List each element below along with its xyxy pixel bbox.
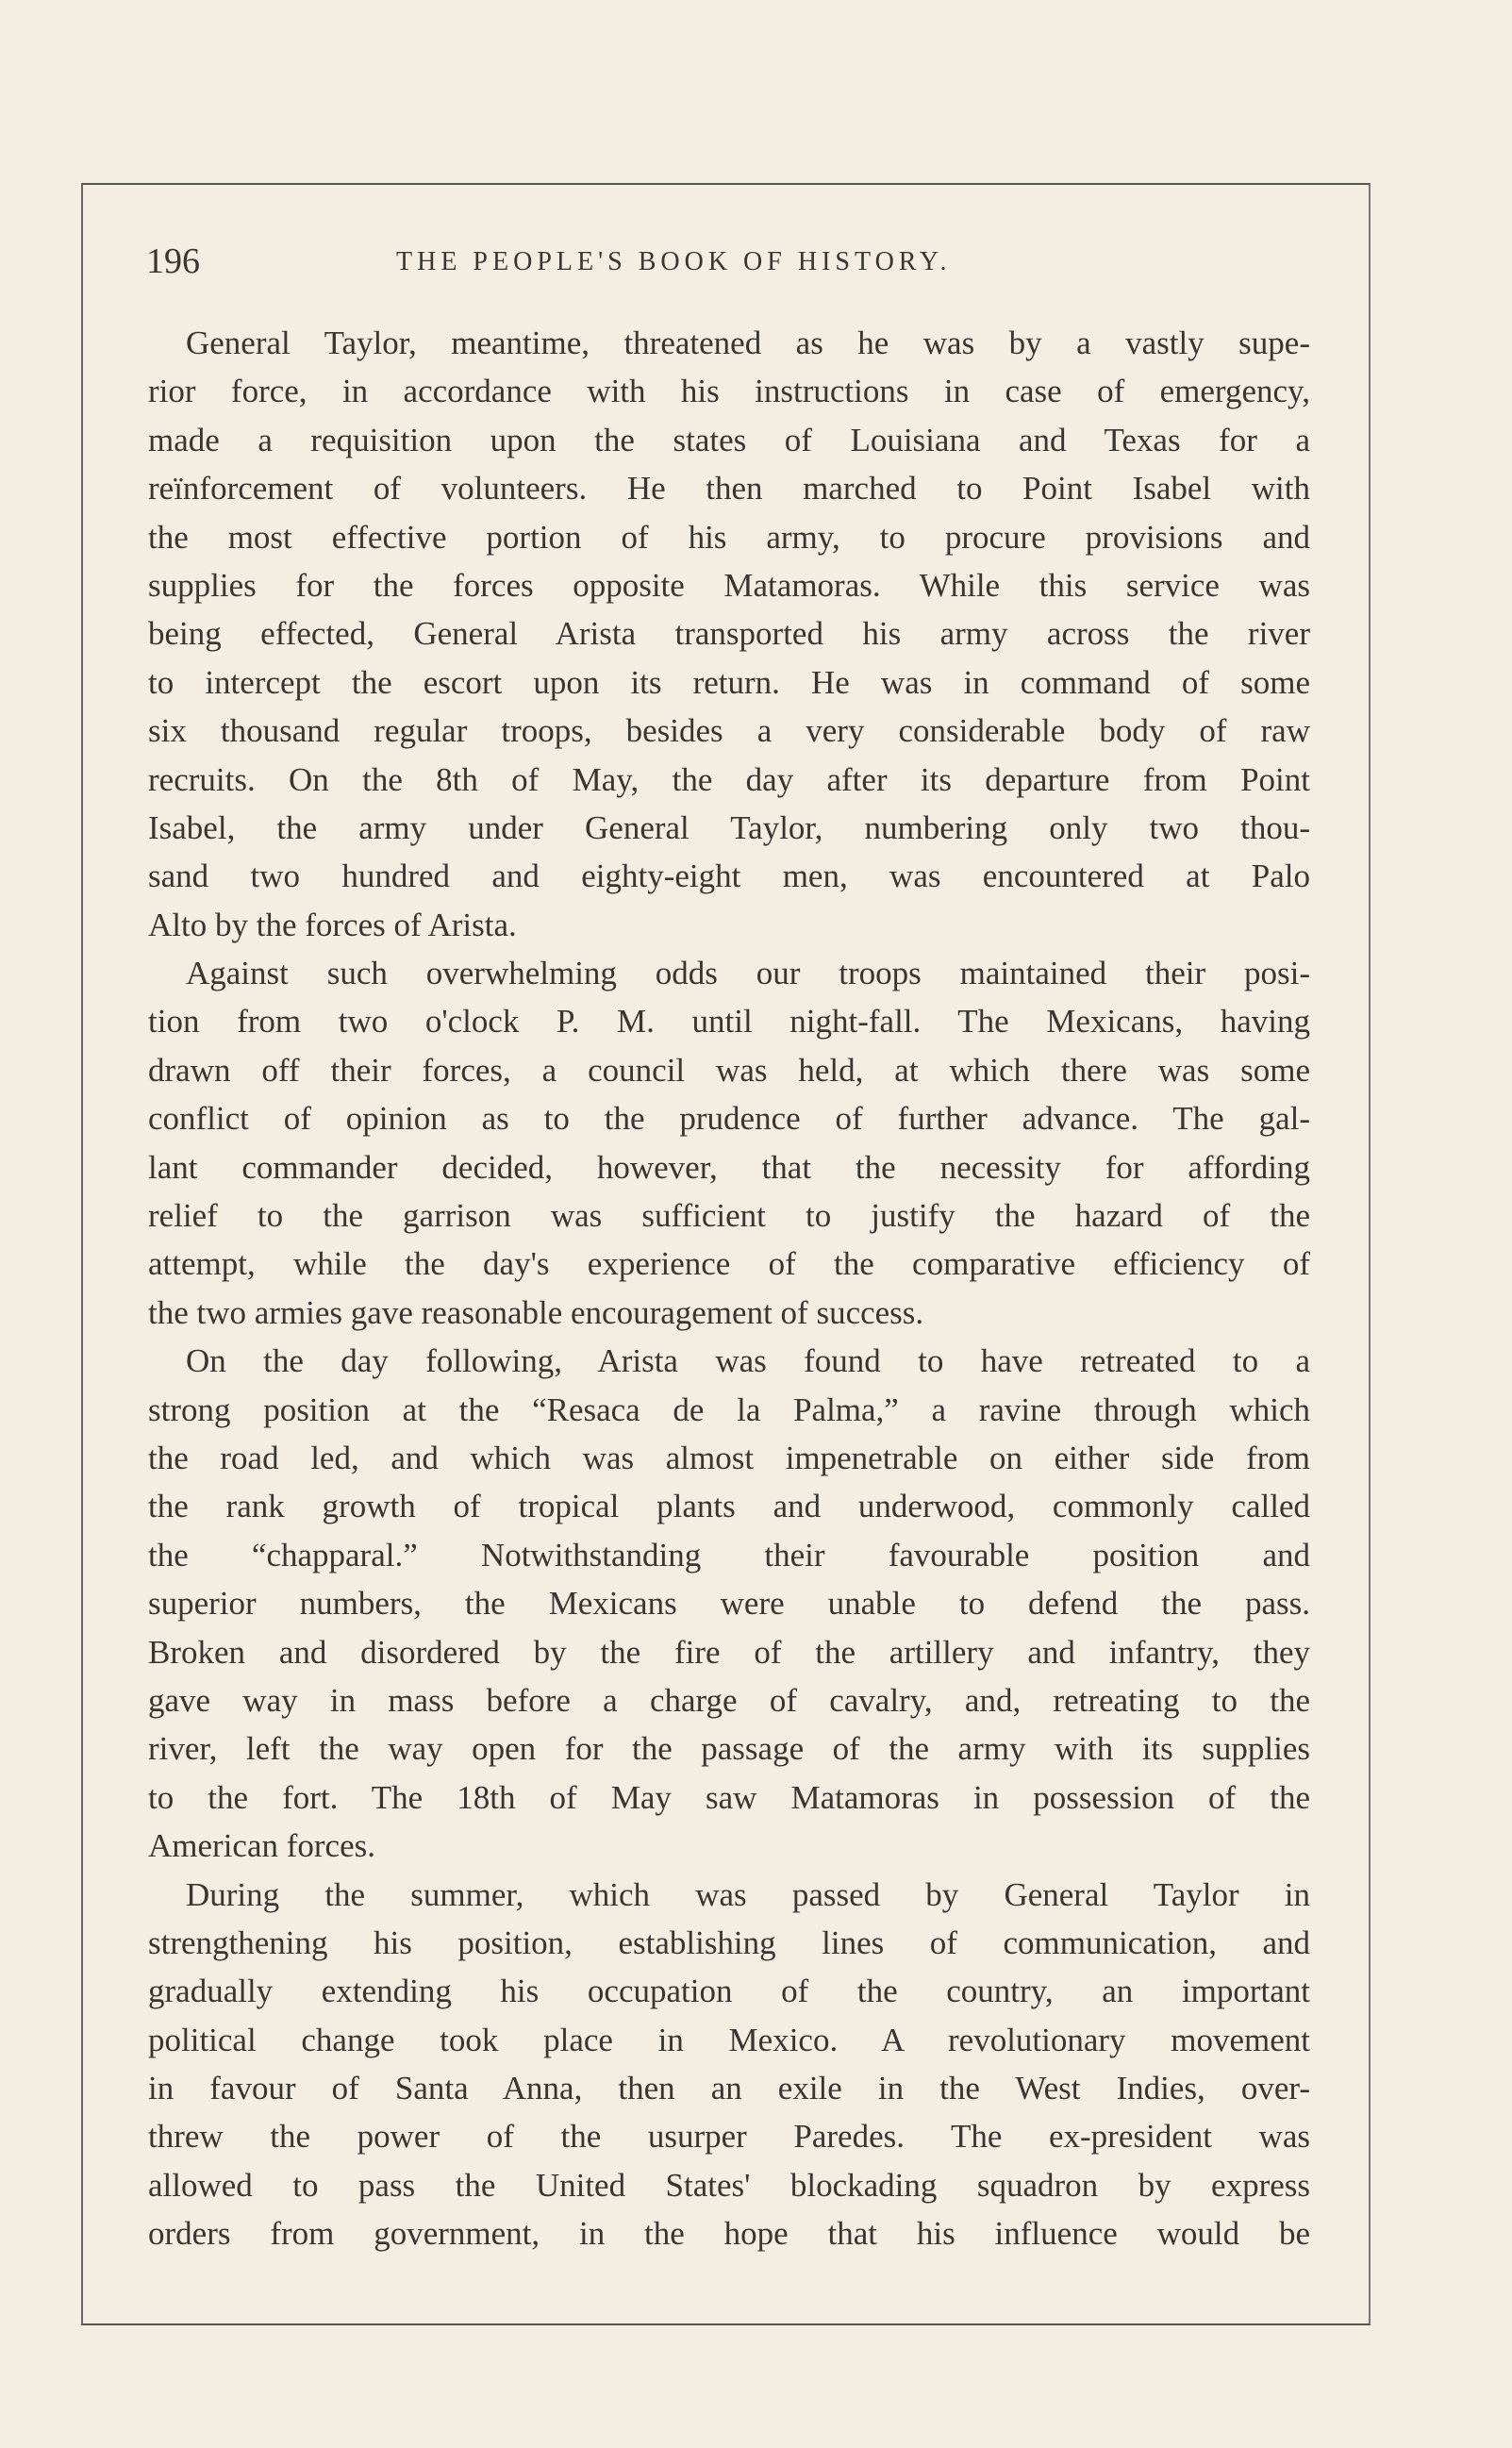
text-line: On the day following, Arista was found to have retreated to a <box>186 1342 1310 1380</box>
text-line: threw the power of the usurper Paredes. The ex-president was <box>148 2118 1310 2156</box>
text-line: conflict of opinion as to the prudence of further advance. The gal- <box>148 1100 1310 1138</box>
text-line: Against such overwhelming odds our troops maintained their posi- <box>186 955 1310 992</box>
text-line: recruits. On the 8th of May, the day after its departure from Point <box>148 760 1310 798</box>
text-line: river, left the way open for the passage of the army with its supplies <box>148 1730 1310 1768</box>
text-line: political change took place in Mexico. A revolutionary movement <box>148 2021 1310 2058</box>
text-line: During the summer, which was passed by General Taylor in <box>186 1875 1310 1913</box>
text-line: supplies for the forces opposite Matamoras. While this service was <box>148 566 1310 604</box>
text-line: drawn off their forces, a council was held, at which there was some <box>148 1051 1310 1089</box>
running-title: THE PEOPLE'S BOOK OF HISTORY. <box>396 247 952 276</box>
text-line: American forces. <box>148 1827 375 1865</box>
text-line: gradually extending his occupation of the country, an important <box>148 1973 1310 2010</box>
text-line: in favour of Santa Anna, then an exile in the West Indies, over- <box>148 2070 1310 2107</box>
text-line: strengthening his position, establishing lines of communication, and <box>148 1923 1310 1961</box>
text-line: tion from two o'clock P. M. until night-fall. The Mexicans, having <box>148 1003 1310 1041</box>
text-line: General Taylor, meantime, threatened as he was by a vastly supe- <box>186 325 1310 361</box>
text-line: the two armies gave reasonable encouragement of success. <box>148 1293 924 1331</box>
text-line: Alto by the forces of Arista. <box>148 906 517 943</box>
text-line: to the fort. The 18th of May saw Matamoras in possession of the <box>148 1778 1310 1816</box>
text-line: rior force, in accordance with his instructions in case of emergency, <box>148 373 1310 410</box>
text-line: to intercept the escort upon its return. He was in command of some <box>148 663 1310 701</box>
text-line: six thousand regular troops, besides a very considerable body of raw <box>148 712 1310 750</box>
text-line: attempt, while the day's experience of the comparative efficiency of <box>148 1245 1310 1283</box>
text-line: lant commander decided, however, that the necessity for affording <box>148 1148 1310 1186</box>
text-line: Isabel, the army under General Taylor, numbering only two thou- <box>148 808 1310 846</box>
text-line: being effected, General Arista transported his army across the river <box>148 615 1310 653</box>
text-line: the rank growth of tropical plants and underwood, commonly called <box>148 1488 1310 1525</box>
text-line: sand two hundred and eighty-eight men, was encountered at Palo <box>148 858 1310 895</box>
page-number: 196 <box>146 241 200 281</box>
text-line: superior numbers, the Mexicans were unable to defend the pass. <box>148 1585 1310 1623</box>
text-line: orders from government, in the hope that his influence would be <box>148 2215 1310 2253</box>
text-line: allowed to pass the United States' blockading squadron by express <box>148 2166 1310 2204</box>
text-line: gave way in mass before a charge of cavalry, and, retreating to the <box>148 1681 1310 1719</box>
text-line: Broken and disordered by the fire of the artillery and infantry, they <box>148 1633 1310 1671</box>
text-line: made a requisition upon the states of Louisiana and Texas for a <box>148 421 1310 458</box>
text-line: the road led, and which was almost impenetrable on either side from <box>148 1439 1310 1476</box>
text-line: relief to the garrison was sufficient to justify the hazard of the <box>148 1197 1310 1235</box>
text-line: the most effective portion of his army, to procure provisions and <box>148 518 1310 556</box>
text-line: strong position at the “Resaca de la Palma,” a ravine through which <box>148 1391 1310 1428</box>
text-line: reïnforcement of volunteers. He then marched to Point Isabel with <box>148 470 1310 508</box>
body-text <box>148 319 1310 2258</box>
text-line: the “chapparal.” Notwithstanding their favourable position and <box>148 1536 1310 1574</box>
